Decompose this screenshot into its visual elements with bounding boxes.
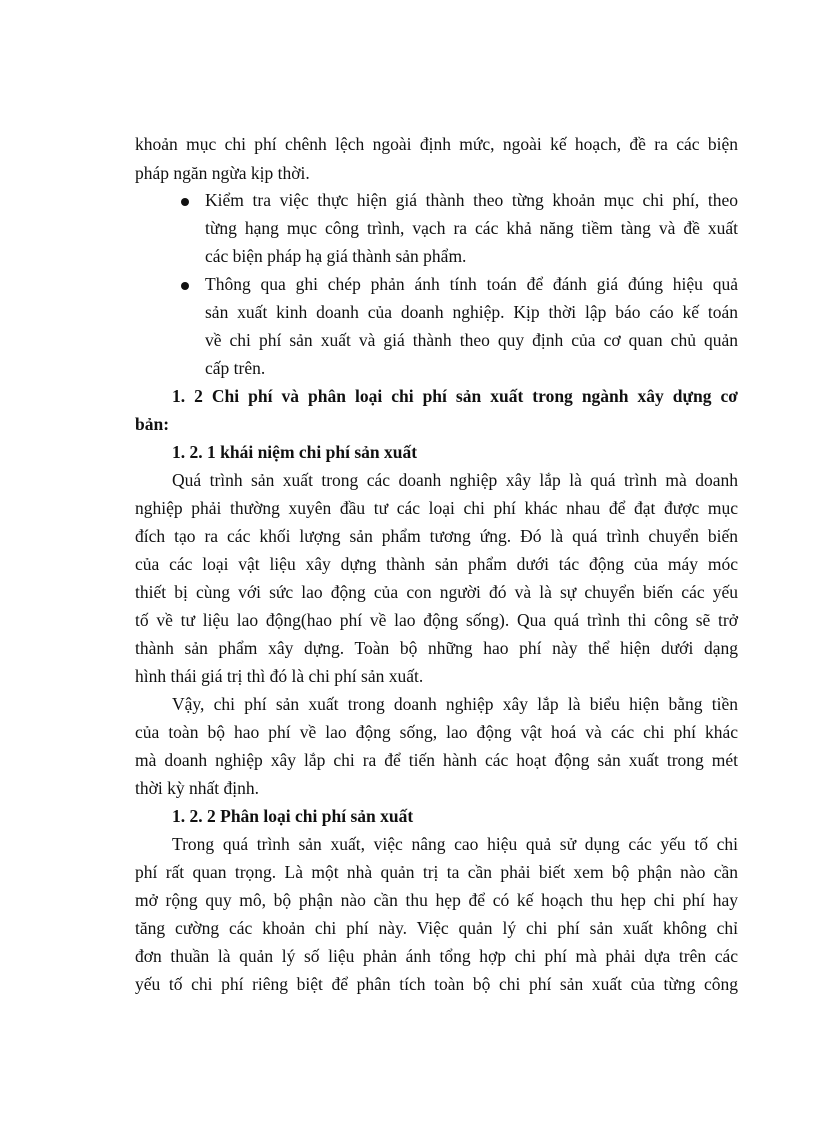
bullet-1-line-3: các biện pháp hạ giá thành sản phẩm. [205,246,467,266]
paragraph-definition-line: mà doanh nghiệp xây lắp chi ra để tiến hành các hoạt động sản xuất trong mét [135,750,738,770]
bullet-1-line-2: từng hạng mục công trình, vạch ra các khả năng tiềm tàng và đề xuất [205,218,738,238]
intro-line-1: khoản mục chi phí chênh lệch ngoài định mức, ngoài kế hoạch, đề ra các biện [135,134,738,154]
paragraph-concept-line: đích tạo ra các khối lượng sản phẩm tương ứng. Đó là quá trình chuyển biến [135,526,738,546]
bullet-2-line-1: Thông qua ghi chép phản ánh tính toán để đánh giá đúng hiệu quả [205,274,738,294]
intro-line-2: pháp ngăn ngừa kịp thời. [135,163,310,183]
paragraph-concept-line: thiết bị cùng với sức lao động của con người đó và là sự chuyển biến các yếu [135,582,738,602]
bullet-1-line-1: Kiểm tra việc thực hiện giá thành theo từng khoản mục chi phí, theo [205,190,738,210]
paragraph-concept-line: nghiệp phải thường xuyên đầu tư các loại chi phí khác nhau để đạt được mục [135,498,738,518]
paragraph-classification-line: đơn thuần là quản lý số liệu phản ánh tổng hợp chi phí mà phải dựa trên các [135,946,738,966]
subsection-heading-1-2-1: 1. 2. 1 khái niệm chi phí sản xuất [172,442,418,462]
paragraph-classification-line: mở rộng quy mô, bộ phận nào cần thu hẹp để có kế hoạch thu hẹp chi phí hay [135,890,738,910]
section-heading-1-2-line-2: bản: [135,414,170,434]
paragraph-classification-line: phí rất quan trọng. Là một nhà quản trị ta cần phải biết xem bộ phận nào cần [135,862,738,882]
paragraph-concept-line: thành sản phẩm xây dựng. Toàn bộ những hao phí này thể hiện dưới dạng [135,638,738,658]
paragraph-classification-line: tăng cường các khoản chi phí này. Việc quản lý chi phí sản xuất không chỉ [135,918,738,938]
paragraph-concept-line: tố về tư liệu lao động(hao phí về lao động sống). Qua quá trình thi công sẽ trở [135,610,738,630]
bullet-icon [181,282,189,290]
paragraph-concept-line: Quá trình sản xuất trong các doanh nghiệp xây lắp là quá trình mà doanh [172,470,738,490]
bullet-2-line-3: về chi phí sản xuất và giá thành theo quy định của cơ quan chủ quản [205,330,738,350]
paragraph-definition-line: Vậy, chi phí sản xuất trong doanh nghiệp xây lắp là biểu hiện bằng tiền [172,694,738,714]
bullet-icon [181,198,189,206]
subsection-heading-1-2-2: 1. 2. 2 Phân loại chi phí sản xuất [172,806,414,826]
paragraph-definition-line: của toàn bộ hao phí về lao động sống, lao động vật hoá và các chi phí khác [135,722,738,742]
section-heading-1-2-line-1: 1. 2 Chi phí và phân loại chi phí sản xuất trong ngành xây dựng cơ [172,386,738,406]
paragraph-definition-line: thời kỳ nhất định. [135,778,259,798]
paragraph-concept-line: của các loại vật liệu xây dựng thành sản phẩm dưới tác động của máy móc [135,554,738,574]
bullet-2-line-4: cấp trên. [205,358,266,378]
paragraph-concept-line: hình thái giá trị thì đó là chi phí sản xuất. [135,666,424,686]
paragraph-classification-line: Trong quá trình sản xuất, việc nâng cao hiệu quả sử dụng các yếu tố chi [172,834,738,854]
bullet-2-line-2: sản xuất kinh doanh của doanh nghiệp. Kịp thời lập báo cáo kế toán [205,302,738,322]
paragraph-classification-line: yếu tố chi phí riêng biệt để phân tích toàn bộ chi phí sản xuất của từng công [135,974,738,994]
